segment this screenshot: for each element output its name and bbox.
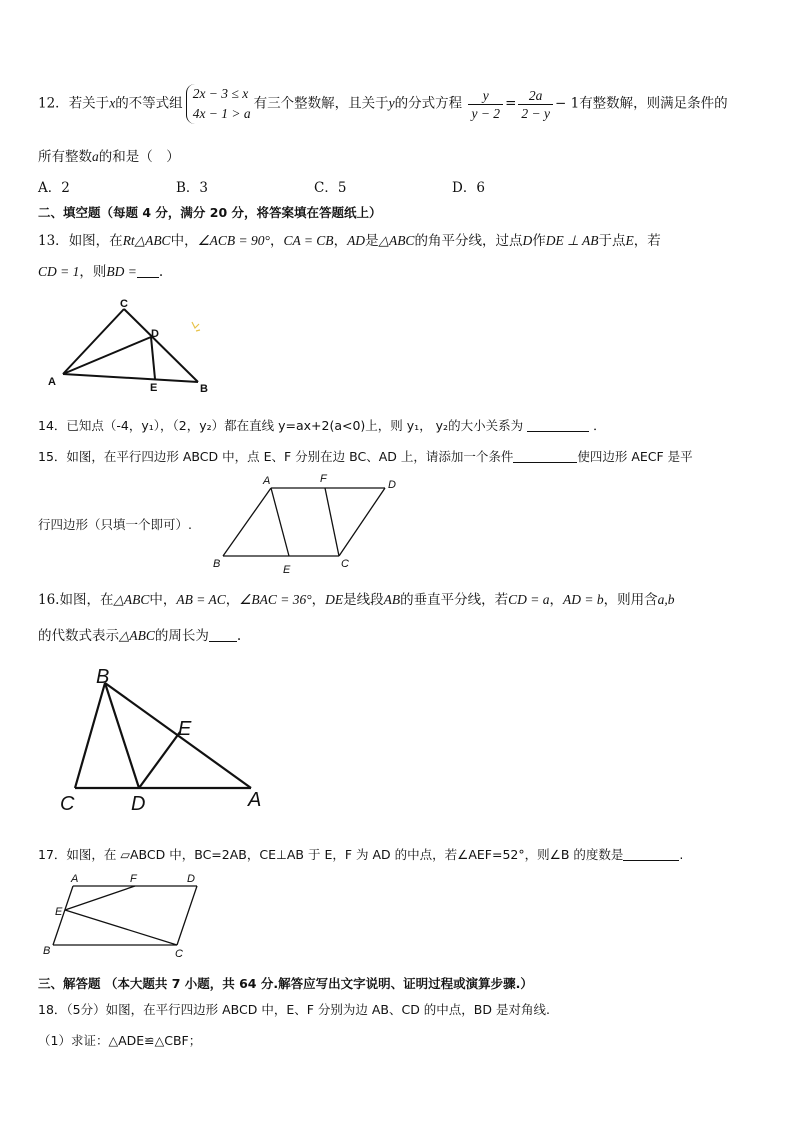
q13-math: CA = CB	[283, 233, 334, 248]
q13-text: 如图，在	[68, 233, 123, 249]
q13-math: ∠ACB = 90°	[197, 233, 270, 248]
q12-option-a: A．2	[38, 180, 70, 196]
q17-label-f: F	[130, 873, 137, 885]
q12-line2	[38, 145, 180, 165]
q16-math: CD = a	[508, 592, 550, 607]
q13-text: .	[158, 264, 164, 280]
q15-label-c: C	[341, 558, 349, 570]
q12-text: 若关于	[68, 95, 110, 112]
q18-line1: 18．（5分）如图，在平行四边形 ABCD 中，E、F 分别为边 AB、CD 的中点，BD 是对角线.	[38, 1002, 550, 1017]
q16-text: ，	[549, 592, 563, 608]
q12-minus-one: − 1	[554, 95, 580, 112]
q16-text: ，	[225, 592, 240, 608]
q16-label-d: D	[131, 793, 146, 815]
q13-label-d: D	[151, 328, 159, 340]
q16-text: 的周长为	[154, 628, 209, 644]
q15-label-f: F	[320, 473, 327, 485]
q12-text: 有整数解，则满足条件的	[579, 95, 728, 112]
q13-text: 中，	[170, 233, 198, 249]
q15-segment-ab	[223, 488, 271, 556]
q16-math: △ABC	[113, 592, 150, 607]
q12-number: 12．	[38, 95, 69, 112]
q12-text: 的不等式组	[115, 95, 183, 112]
q13-math: CD = 1	[38, 264, 80, 279]
q16-math: DE	[325, 592, 344, 607]
q13-text: ，若	[633, 233, 661, 249]
q12-line1	[38, 84, 728, 124]
q13-math: DE ⊥ AB	[545, 233, 599, 248]
q15-line2: 行四边形（只填一个即可）.	[38, 517, 192, 532]
q17-text: 17．如图，在 ▱ABCD 中，BC=2AB，CE⊥AB 于 E，F 为 AD 的中点，若∠AEF=52°，则∠B 的度数是	[38, 847, 624, 862]
q15-text: 使四边形 AECF 是平	[577, 449, 693, 464]
q13-segment-de	[151, 337, 155, 379]
q13-segment-cb	[124, 309, 198, 382]
q16-label-e: E	[178, 718, 192, 740]
q13-math: Rt△ABC	[122, 233, 171, 248]
q13-text: 于点	[598, 233, 626, 249]
q15-segment-fc	[325, 488, 339, 556]
q12-inequality-system	[186, 84, 251, 124]
q13-text: ，	[269, 233, 284, 249]
q16-text: 的垂直平分线，若	[400, 592, 509, 608]
q17-segment-dc	[177, 886, 197, 945]
q16-line1	[38, 588, 674, 608]
q13-label-a: A	[48, 376, 56, 388]
q16-segment-bc	[75, 683, 105, 788]
fraction-denominator: 2 − y	[521, 105, 550, 121]
q15-label-e: E	[283, 564, 291, 576]
q12-equals: =	[505, 95, 517, 112]
q16-text: 的代数式表示	[38, 628, 119, 644]
q13-label-b: B	[200, 383, 208, 395]
q13-answer-blank[interactable]	[137, 263, 159, 278]
q15-label-a: A	[263, 475, 271, 487]
q17-label-e: E	[55, 906, 63, 918]
q13-label-e: E	[150, 382, 158, 394]
q15-segment-dc	[339, 488, 385, 556]
q17-line	[38, 845, 683, 863]
q13-text: 的角平分线，过点	[414, 233, 523, 249]
q15-label-d: D	[388, 479, 396, 491]
fraction-numerator: y	[468, 87, 503, 105]
q13-figure	[40, 295, 220, 395]
q12-option-d: D．6	[452, 180, 485, 196]
q13-text: 作	[532, 233, 546, 249]
stray-mark-decoration	[192, 322, 200, 331]
q16-answer-blank[interactable]	[209, 627, 237, 642]
q12-option-b: B．3	[176, 180, 209, 196]
q17-figure	[35, 870, 215, 960]
q12-var-y: y	[388, 95, 395, 111]
q12-var-a: a	[92, 149, 99, 164]
q16-math: AB	[383, 592, 401, 607]
q12-var-x: x	[109, 95, 116, 111]
q16-text: 是线段	[343, 592, 384, 608]
section-2-title: 二、填空题（每题 4 分，满分 20 分，将答案填在答题纸上）	[38, 205, 382, 220]
q13-text: ，则	[79, 264, 107, 280]
q12-text: 的和是（ ）	[98, 149, 180, 165]
q13-label-c: C	[120, 298, 128, 310]
fraction-denominator: y − 2	[471, 105, 501, 121]
q17-text: .	[679, 847, 684, 862]
q12-fraction-2	[518, 87, 553, 122]
q15-text: 15．如图，在平行四边形 ABCD 中，点 E、F 分别在边 BC、AD 上，请添加一个条件	[38, 449, 514, 464]
q14-line	[38, 416, 606, 434]
q17-label-a: A	[71, 873, 79, 885]
q13-number: 13．	[38, 233, 69, 249]
q14-text: ．	[593, 418, 606, 433]
q16-label-a: A	[248, 789, 262, 811]
q13-math: D	[522, 233, 533, 248]
q13-line2	[38, 260, 163, 280]
q16-label-b: B	[96, 666, 110, 688]
q14-answer-blank[interactable]	[527, 417, 589, 432]
q16-text: 如图，在	[59, 592, 114, 608]
q13-math: E	[625, 233, 634, 248]
q17-label-b: B	[43, 945, 51, 957]
q12-text: 有三个整数解，且关于	[253, 95, 389, 112]
q16-label-c: C	[60, 793, 75, 815]
q17-answer-blank[interactable]	[623, 846, 679, 861]
q13-math: BD =	[106, 264, 137, 279]
q13-math: AD	[347, 233, 366, 248]
q14-text: 14．已知点（-4，y₁），（2，y₂）都在直线 y=ax+2(a<0)上，则 y₁， y₂的大小关系为	[38, 418, 524, 433]
q15-line1	[38, 447, 693, 465]
q12-option-c: C．5	[314, 180, 347, 196]
q15-label-b: B	[213, 558, 221, 570]
fraction-numerator: 2a	[518, 87, 553, 105]
q13-text: 是	[365, 233, 379, 249]
q16-number: 16.	[38, 592, 60, 608]
q16-text: ，	[311, 592, 326, 608]
q16-text: ，则用含	[603, 592, 658, 608]
q16-text: .	[236, 628, 242, 644]
q16-math: △ABC	[119, 628, 155, 643]
q13-segment-ab	[63, 374, 198, 382]
q17-label-c: C	[175, 948, 183, 960]
q16-figure	[55, 665, 270, 815]
q15-answer-blank[interactable]	[513, 448, 577, 463]
q16-math: ∠BAC = 36°	[239, 592, 312, 607]
q16-math: a,b	[657, 592, 675, 607]
q15-figure	[205, 470, 405, 578]
q12-fraction-1	[468, 87, 503, 122]
q13-segment-ad	[63, 337, 151, 374]
q16-math: AB = AC	[176, 592, 226, 607]
q13-math: △ABC	[378, 233, 415, 248]
q13-line1	[38, 229, 661, 249]
q16-segment-de	[139, 732, 180, 788]
q15-segment-ae	[271, 488, 289, 556]
q13-segment-ca	[63, 309, 124, 374]
q12-inequality-1: 2x − 3 ≤ x	[192, 86, 249, 101]
q16-line2	[38, 624, 241, 644]
q17-segment-ef	[65, 886, 135, 910]
q12-inequality-2: 4x − 1 > a	[192, 106, 251, 121]
q17-segment-ec	[65, 910, 177, 945]
section-3-title: 三、解答题 （本大题共 7 小题，共 64 分.解答应写出文字说明、证明过程或演算步骤.）	[38, 976, 533, 991]
q16-math: AD = b	[562, 592, 604, 607]
q12-text: 的分式方程	[394, 95, 463, 112]
q17-label-d: D	[187, 873, 195, 885]
q16-text: 中，	[149, 592, 177, 608]
q18-sub1: （1）求证：△ADE≌△CBF；	[38, 1033, 202, 1048]
q13-text: ，	[333, 233, 348, 249]
q12-text: 所有整数	[38, 149, 92, 165]
q16-segment-bd	[105, 683, 139, 788]
